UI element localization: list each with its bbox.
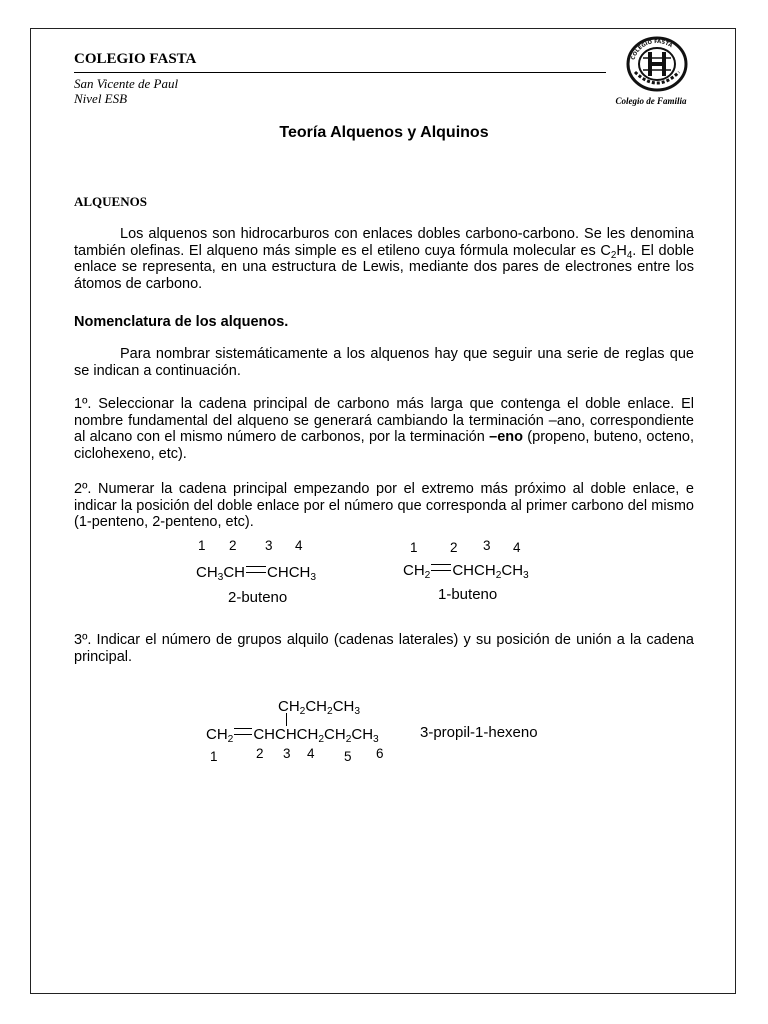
formula-2-buteno: $CH_3CH$ $CHCH_3$ bbox=[196, 564, 317, 584]
compound-name: 1-buteno bbox=[438, 586, 498, 603]
education-level: Nivel ESB bbox=[74, 91, 128, 106]
formula-1-buteno: $CH_2$ $CHCH_2CH_3$ bbox=[403, 562, 529, 582]
carbon-number: 1 bbox=[198, 538, 206, 553]
rule-1-paragraph: 1º. Seleccionar la cadena principal de carbono más larga que contenga el doble enlace. El nombre fundamental del alqueno se generará cambiando la terminación –ano, correspondiente al alcano con el mismo número de carbonos, por la terminación –eno (propeno, buteno, octeno, ciclohexeno, etc). bbox=[74, 396, 694, 462]
branch-bond bbox=[286, 713, 287, 726]
double-bond bbox=[234, 728, 252, 735]
intro-paragraph: Los alquenos son hidrocarburos con enlaces dobles carbono-carbono. Se les denomina también olefinas. El alqueno más simple es el etileno cuya fórmula molecular es $C_2H_4$. El doble enlace se representa, en una estructura de Lewis, mediante dos pares de electrones entre los átomos de carbono. bbox=[74, 226, 695, 292]
carbon-number: 1 bbox=[210, 749, 218, 764]
carbon-number: 4 bbox=[307, 746, 315, 761]
carbon-number: 6 bbox=[376, 746, 384, 761]
school-seal-icon bbox=[626, 36, 688, 92]
nomenclature-heading: Nomenclatura de los alquenos. bbox=[74, 314, 289, 330]
carbon-number: 4 bbox=[295, 538, 303, 553]
carbon-number: 3 bbox=[265, 538, 273, 553]
carbon-number: 2 bbox=[229, 538, 237, 553]
document-title: Teoría Alquenos y Alquinos bbox=[279, 124, 489, 141]
propyl-branch: $CH_2CH_2CH_3$ bbox=[278, 698, 361, 718]
double-bond bbox=[431, 564, 451, 571]
school-name: COLEGIO FASTA bbox=[74, 51, 197, 67]
svg-text:COLEGIO FASTA: COLEGIO FASTA bbox=[630, 38, 674, 61]
carbon-number: 1 bbox=[410, 540, 418, 555]
rule-2-paragraph: 2º. Numerar la cadena principal empezando por el extremo más próximo al doble enlace, e indicar la posición del doble enlace por el número que corresponda al primer carbono del mismo (1-penteno, 2-penteno, etc). bbox=[74, 481, 694, 530]
carbon-number: 2 bbox=[256, 746, 264, 761]
carbon-number: 4 bbox=[513, 540, 521, 555]
carbon-number: 3 bbox=[283, 746, 291, 761]
formula-main-chain: $CH_2$ $CHCHCH_2CH_2CH_3$ bbox=[206, 726, 379, 746]
school-motto: Colegio de Familia bbox=[615, 96, 687, 106]
carbon-number: 3 bbox=[483, 538, 491, 553]
header-rule bbox=[74, 72, 606, 73]
compound-name: 3-propil-1-hexeno bbox=[420, 724, 538, 741]
carbon-number: 5 bbox=[344, 749, 352, 764]
rule-3-paragraph: 3º. Indicar el número de grupos alquilo (cadenas laterales) y su posición de unión a la cadena principal. bbox=[74, 632, 694, 665]
rules-intro-paragraph: Para nombrar sistemáticamente a los alquenos hay que seguir una serie de reglas que se indican a continuación. bbox=[74, 346, 694, 379]
carbon-number: 2 bbox=[450, 540, 458, 555]
double-bond bbox=[246, 566, 266, 573]
compound-name: 2-buteno bbox=[228, 589, 288, 606]
section-heading: ALQUENOS bbox=[74, 194, 147, 209]
campus-name: San Vicente de Paul bbox=[74, 76, 179, 91]
